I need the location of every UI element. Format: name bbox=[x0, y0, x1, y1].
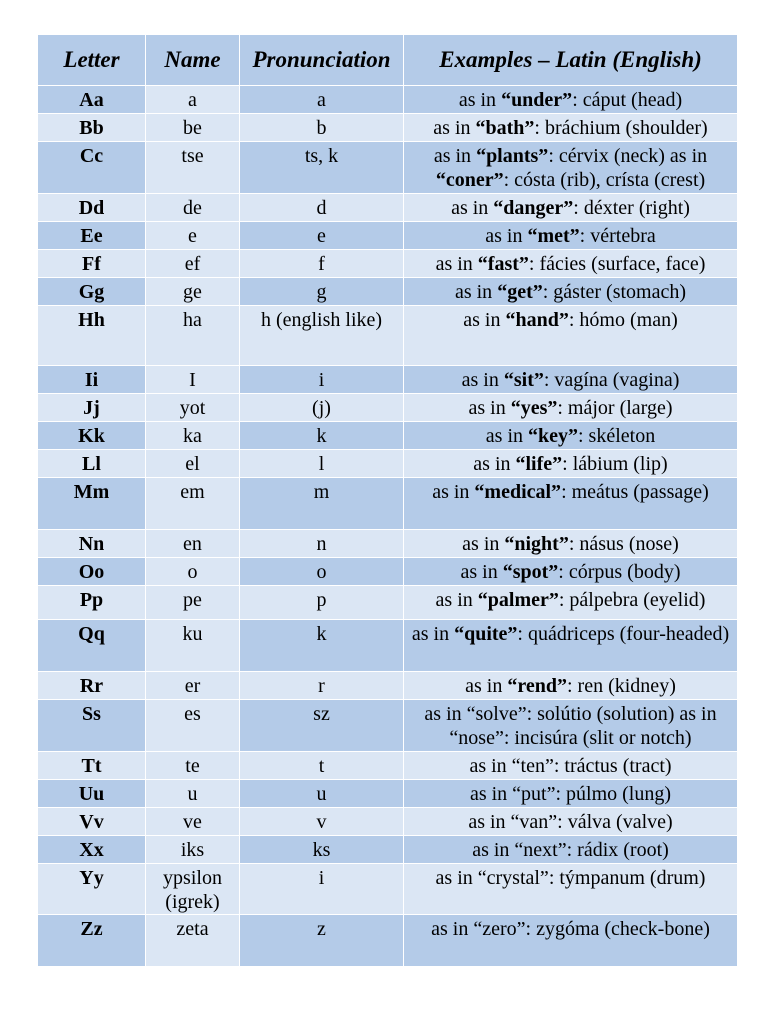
example-cell bbox=[404, 114, 738, 142]
example-text: as in bbox=[473, 453, 516, 475]
pronunciation-cell: g bbox=[240, 278, 404, 306]
example-cell bbox=[404, 700, 738, 752]
letter-cell: Ll bbox=[38, 450, 146, 478]
letter-cell: Ss bbox=[38, 700, 146, 752]
example-cell bbox=[404, 586, 738, 620]
example-cell bbox=[404, 306, 738, 366]
example-cell bbox=[404, 780, 738, 808]
name-cell: el bbox=[146, 450, 240, 478]
pronunciation-cell: h (english like) bbox=[240, 306, 404, 366]
pronunciation-cell: o bbox=[240, 558, 404, 586]
table-row bbox=[38, 915, 738, 967]
example-cell bbox=[404, 142, 738, 194]
table-row bbox=[38, 808, 738, 836]
table-row bbox=[38, 752, 738, 780]
example-text: : násus (nose) bbox=[568, 533, 679, 555]
pronunciation-cell: ks bbox=[240, 836, 404, 864]
header-pronunciation: Pronunciation bbox=[240, 35, 404, 86]
example-text: : gáster (stomach) bbox=[542, 281, 687, 303]
letter-cell: Cc bbox=[38, 142, 146, 194]
name-cell: er bbox=[146, 672, 240, 700]
letter-cell: Ii bbox=[38, 366, 146, 394]
table-row bbox=[38, 586, 738, 620]
pronunciation-cell: b bbox=[240, 114, 404, 142]
example-text: : déxter (right) bbox=[573, 197, 690, 219]
example-text: as in bbox=[411, 623, 455, 645]
example-text: as in bbox=[462, 533, 505, 555]
header-examples: Examples – Latin (English) bbox=[404, 35, 738, 86]
example-text: as in bbox=[485, 225, 528, 247]
example-keyword: “get” bbox=[497, 281, 543, 303]
letter-cell: Zz bbox=[38, 915, 146, 967]
example-text: as in “solve”: solútio (solution) as in “nose”: incisúra (slit or notch) bbox=[424, 703, 717, 749]
example-cell bbox=[404, 836, 738, 864]
letter-cell: Mm bbox=[38, 478, 146, 530]
example-keyword: “palmer” bbox=[477, 589, 559, 611]
example-text: : ren (kidney) bbox=[567, 675, 676, 697]
example-text: : skéleton bbox=[578, 425, 656, 447]
example-keyword: “rend” bbox=[507, 675, 567, 697]
name-cell: be bbox=[146, 114, 240, 142]
table-row bbox=[38, 836, 738, 864]
example-cell bbox=[404, 278, 738, 306]
example-text: : bráchium (shoulder) bbox=[534, 117, 708, 139]
table-row bbox=[38, 672, 738, 700]
letter-cell: Qq bbox=[38, 620, 146, 672]
name-cell: ka bbox=[146, 422, 240, 450]
example-text: : quádriceps (four-headed) bbox=[517, 623, 730, 645]
letter-cell: Gg bbox=[38, 278, 146, 306]
table-row bbox=[38, 86, 738, 114]
pronunciation-cell: t bbox=[240, 752, 404, 780]
header-name: Name bbox=[146, 35, 240, 86]
name-cell: ve bbox=[146, 808, 240, 836]
pronunciation-cell: a bbox=[240, 86, 404, 114]
table-row bbox=[38, 422, 738, 450]
example-text: : cáput (head) bbox=[572, 89, 683, 111]
example-text: as in “van”: válva (valve) bbox=[468, 811, 673, 833]
letter-cell: Nn bbox=[38, 530, 146, 558]
letter-cell: Ee bbox=[38, 222, 146, 250]
example-text: : vértebra bbox=[579, 225, 656, 247]
table-row bbox=[38, 250, 738, 278]
example-cell bbox=[404, 752, 738, 780]
pronunciation-cell: p bbox=[240, 586, 404, 620]
letter-cell: Pp bbox=[38, 586, 146, 620]
example-text: as in bbox=[468, 397, 511, 419]
name-cell: iks bbox=[146, 836, 240, 864]
letter-cell: Jj bbox=[38, 394, 146, 422]
table-row bbox=[38, 530, 738, 558]
name-cell: en bbox=[146, 530, 240, 558]
name-cell: ku bbox=[146, 620, 240, 672]
example-text: : májor (large) bbox=[557, 397, 673, 419]
example-cell bbox=[404, 864, 738, 915]
letter-cell: Bb bbox=[38, 114, 146, 142]
example-text: : cósta (rib), crísta (crest) bbox=[503, 169, 706, 191]
example-keyword: “life” bbox=[515, 453, 563, 475]
table-row bbox=[38, 700, 738, 752]
example-keyword: “met” bbox=[527, 225, 580, 247]
example-text: as in bbox=[451, 197, 494, 219]
example-cell bbox=[404, 530, 738, 558]
example-cell bbox=[404, 808, 738, 836]
letter-cell: Hh bbox=[38, 306, 146, 366]
example-cell bbox=[404, 915, 738, 967]
name-cell: yot bbox=[146, 394, 240, 422]
example-keyword: “hand” bbox=[505, 309, 569, 331]
example-keyword: “coner” bbox=[435, 169, 504, 191]
letter-cell: Dd bbox=[38, 194, 146, 222]
letter-cell: Uu bbox=[38, 780, 146, 808]
example-cell bbox=[404, 558, 738, 586]
example-text: as in “zero”: zygóma (check-bone) bbox=[431, 918, 710, 940]
pronunciation-cell: sz bbox=[240, 700, 404, 752]
pronunciation-cell: r bbox=[240, 672, 404, 700]
example-text: as in bbox=[458, 89, 502, 111]
example-text: as in bbox=[435, 589, 478, 611]
name-cell: es bbox=[146, 700, 240, 752]
pronunciation-cell: (j) bbox=[240, 394, 404, 422]
table-row bbox=[38, 306, 738, 366]
name-cell: pe bbox=[146, 586, 240, 620]
example-text: : pálpebra (eyelid) bbox=[558, 589, 706, 611]
example-text: as in bbox=[432, 481, 475, 503]
example-keyword: “bath” bbox=[475, 117, 535, 139]
example-text: : hómo (man) bbox=[568, 309, 678, 331]
letter-cell: Rr bbox=[38, 672, 146, 700]
example-text: : lábium (lip) bbox=[562, 453, 668, 475]
table-row bbox=[38, 780, 738, 808]
letter-cell: Vv bbox=[38, 808, 146, 836]
example-text: as in bbox=[461, 369, 504, 391]
example-text: : córpus (body) bbox=[558, 561, 681, 583]
example-keyword: “night” bbox=[504, 533, 569, 555]
name-cell: ge bbox=[146, 278, 240, 306]
example-cell bbox=[404, 394, 738, 422]
name-cell: tse bbox=[146, 142, 240, 194]
pronunciation-cell: i bbox=[240, 864, 404, 915]
example-keyword: “medical” bbox=[474, 481, 562, 503]
header-row bbox=[38, 35, 738, 86]
example-text: as in bbox=[460, 561, 503, 583]
table-row bbox=[38, 620, 738, 672]
example-cell bbox=[404, 478, 738, 530]
name-cell: te bbox=[146, 752, 240, 780]
example-text: : vagína (vagina) bbox=[543, 369, 680, 391]
example-cell bbox=[404, 222, 738, 250]
example-keyword: “under” bbox=[501, 89, 573, 111]
table-body bbox=[38, 86, 738, 967]
example-cell bbox=[404, 450, 738, 478]
pronunciation-cell: e bbox=[240, 222, 404, 250]
table-row bbox=[38, 450, 738, 478]
name-cell: em bbox=[146, 478, 240, 530]
example-cell bbox=[404, 250, 738, 278]
table-row bbox=[38, 222, 738, 250]
example-text: as in “next”: rádix (root) bbox=[472, 839, 669, 861]
example-text: : fácies (surface, face) bbox=[528, 253, 706, 275]
name-cell: zeta bbox=[146, 915, 240, 967]
name-cell: e bbox=[146, 222, 240, 250]
name-cell: ypsilon (igrek) bbox=[146, 864, 240, 915]
example-keyword: “sit” bbox=[503, 369, 544, 391]
name-cell: a bbox=[146, 86, 240, 114]
example-text: as in bbox=[463, 309, 506, 331]
latin-alphabet-table bbox=[37, 34, 738, 967]
pronunciation-cell: f bbox=[240, 250, 404, 278]
letter-cell: Tt bbox=[38, 752, 146, 780]
pronunciation-cell: i bbox=[240, 366, 404, 394]
letter-cell: Yy bbox=[38, 864, 146, 915]
header-letter: Letter bbox=[38, 35, 146, 86]
table-row bbox=[38, 194, 738, 222]
letter-cell: Ff bbox=[38, 250, 146, 278]
pronunciation-cell: d bbox=[240, 194, 404, 222]
example-cell bbox=[404, 620, 738, 672]
name-cell: o bbox=[146, 558, 240, 586]
example-text: : meátus (passage) bbox=[561, 481, 709, 503]
name-cell: ha bbox=[146, 306, 240, 366]
example-text: as in bbox=[433, 145, 477, 167]
example-text: as in bbox=[435, 253, 478, 275]
example-text: as in bbox=[465, 675, 508, 697]
example-text: as in bbox=[433, 117, 476, 139]
example-cell bbox=[404, 366, 738, 394]
example-cell bbox=[404, 672, 738, 700]
example-text: as in bbox=[454, 281, 498, 303]
pronunciation-cell: u bbox=[240, 780, 404, 808]
example-cell bbox=[404, 194, 738, 222]
example-keyword: “spot” bbox=[502, 561, 559, 583]
name-cell: ef bbox=[146, 250, 240, 278]
letter-cell: Aa bbox=[38, 86, 146, 114]
pronunciation-cell: n bbox=[240, 530, 404, 558]
table-row bbox=[38, 558, 738, 586]
table-row bbox=[38, 278, 738, 306]
letter-cell: Kk bbox=[38, 422, 146, 450]
pronunciation-cell: l bbox=[240, 450, 404, 478]
name-cell: u bbox=[146, 780, 240, 808]
letter-cell: Oo bbox=[38, 558, 146, 586]
name-cell: de bbox=[146, 194, 240, 222]
pronunciation-cell: k bbox=[240, 422, 404, 450]
table-row bbox=[38, 114, 738, 142]
example-keyword: “quite” bbox=[454, 623, 518, 645]
example-keyword: “yes” bbox=[510, 397, 558, 419]
pronunciation-cell: v bbox=[240, 808, 404, 836]
example-keyword: “key” bbox=[528, 425, 578, 447]
name-cell: I bbox=[146, 366, 240, 394]
table-row bbox=[38, 864, 738, 915]
pronunciation-cell: ts, k bbox=[240, 142, 404, 194]
example-text: : cérvix (neck) as in bbox=[548, 145, 708, 167]
example-keyword: “fast” bbox=[477, 253, 529, 275]
pronunciation-cell: m bbox=[240, 478, 404, 530]
example-text: as in “put”: púlmo (lung) bbox=[469, 783, 672, 805]
example-text: as in bbox=[485, 425, 528, 447]
example-text: as in “ten”: tráctus (tract) bbox=[469, 755, 672, 777]
example-keyword: “plants” bbox=[476, 145, 549, 167]
table-row bbox=[38, 478, 738, 530]
example-keyword: “danger” bbox=[493, 197, 574, 219]
example-text: as in “crystal”: týmpanum (drum) bbox=[435, 867, 706, 889]
table-row bbox=[38, 394, 738, 422]
table-row bbox=[38, 366, 738, 394]
pronunciation-cell: z bbox=[240, 915, 404, 967]
example-cell bbox=[404, 86, 738, 114]
table-row bbox=[38, 142, 738, 194]
pronunciation-cell: k bbox=[240, 620, 404, 672]
example-cell bbox=[404, 422, 738, 450]
letter-cell: Xx bbox=[38, 836, 146, 864]
